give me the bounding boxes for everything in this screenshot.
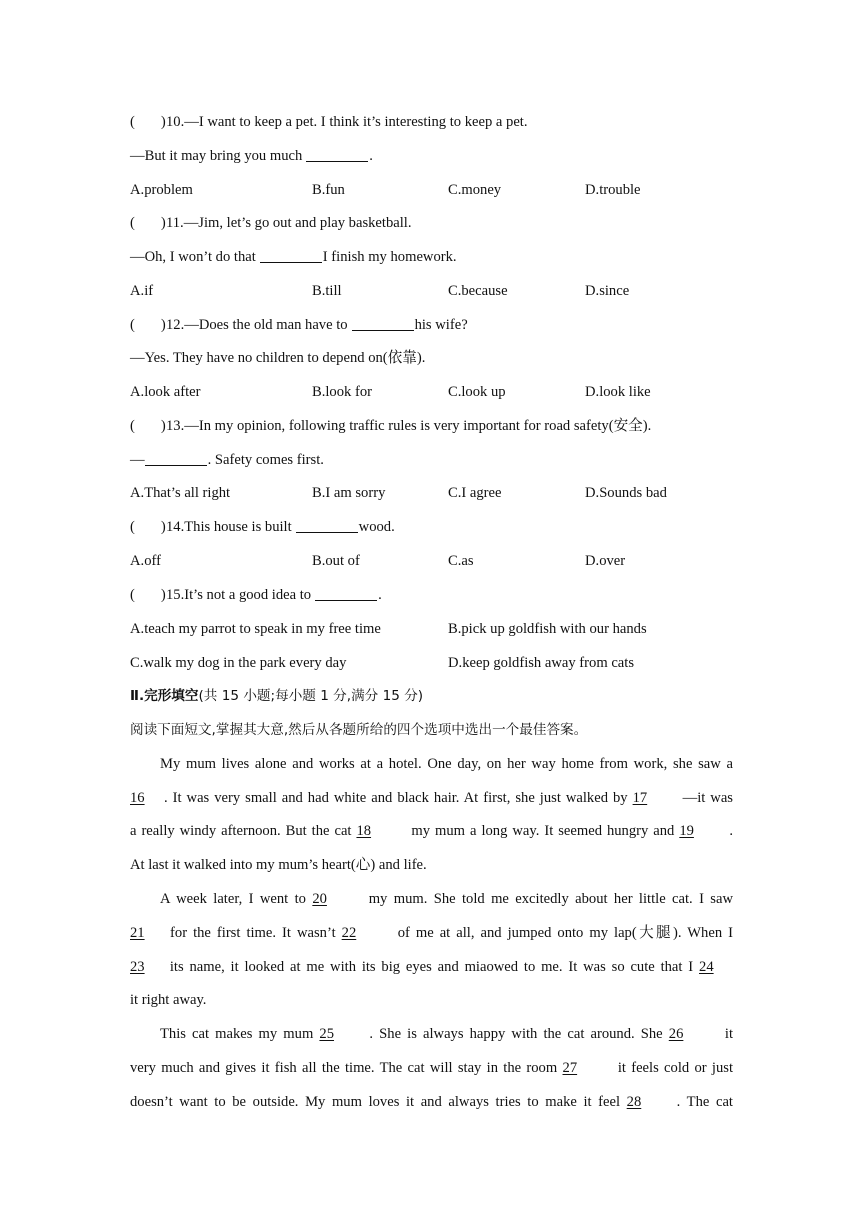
question-11-options xyxy=(130,281,734,301)
answer-blank xyxy=(352,316,414,331)
section-scoring: (共 15 小题;每小题 1 分,满分 15 分) xyxy=(198,688,424,704)
answer-paren[interactable]: ( ) xyxy=(130,317,166,333)
blank-26[interactable]: 26 xyxy=(668,1026,684,1042)
option-c[interactable]: C.as xyxy=(448,553,474,569)
passage-line: At last it walked into my mum’s heart(心) and life. xyxy=(130,857,427,873)
blank-23[interactable]: 23 xyxy=(130,959,145,975)
blank-19[interactable]: 19 xyxy=(679,823,694,839)
blank-28[interactable]: 28 xyxy=(626,1094,642,1110)
question-11-reply: —Oh, I won’t do that I finish my homework. xyxy=(130,249,457,265)
question-10-options xyxy=(130,180,734,200)
option-a[interactable]: A.off xyxy=(130,553,161,569)
section-title: Ⅱ.完形填空 xyxy=(130,688,199,704)
passage-line: 21 for the first time. It wasn’t 22 of me at all, and jumped onto my lap(大腿). When I xyxy=(130,925,733,941)
question-10-stem: ( )10.—I want to keep a pet. I think it’s interesting to keep a pet. xyxy=(130,114,528,130)
section-instruction: 阅读下面短文,掌握其大意,然后从各题所给的四个选项中选出一个最佳答案。 xyxy=(130,722,588,738)
question-13-reply: — . Safety comes first. xyxy=(130,452,324,468)
passage-line: 23 its name, it looked at me with its big eyes and miaowed to me. It was so cute that I 24 xyxy=(130,957,733,977)
option-d[interactable]: D.trouble xyxy=(585,182,641,198)
answer-paren[interactable]: ( ) xyxy=(130,215,166,231)
question-15-options-cd xyxy=(130,653,734,673)
passage-line: a really windy afternoon. But the cat 18 my mum a long way. It seemed hungry and 19 . xyxy=(130,823,733,839)
answer-paren[interactable]: ( ) xyxy=(130,418,166,434)
answer-blank xyxy=(260,248,322,263)
option-b[interactable]: B.out of xyxy=(312,553,360,569)
option-b[interactable]: B.look for xyxy=(312,384,372,400)
passage-line: it right away. xyxy=(130,992,207,1008)
question-11-stem: ( )11.—Jim, let’s go out and play basketball. xyxy=(130,215,412,231)
blank-24[interactable]: 24 xyxy=(699,959,714,975)
option-c[interactable]: C.money xyxy=(448,182,502,198)
option-d[interactable]: D.look like xyxy=(585,384,651,400)
question-10-reply: —But it may bring you much . xyxy=(130,148,373,164)
option-b[interactable]: B.fun xyxy=(312,182,345,198)
section-heading xyxy=(130,686,734,706)
blank-20[interactable]: 20 xyxy=(312,891,327,907)
passage-line: doesn’t want to be outside. My mum loves it and always tries to make it feel 28 . The cat xyxy=(130,1094,733,1110)
blank-16[interactable]: 16 xyxy=(130,790,145,806)
blank-21[interactable]: 21 xyxy=(130,925,145,941)
passage-line: A week later, I went to 20 my mum. She told me excitedly about her little cat. I saw xyxy=(160,891,733,907)
option-c[interactable]: C.look up xyxy=(448,384,506,400)
blank-18[interactable]: 18 xyxy=(356,823,372,839)
passage-line: 16 . It was very small and had white and black hair. At first, she just walked by 17 —it was xyxy=(130,790,733,806)
answer-paren[interactable]: ( ) xyxy=(130,114,166,130)
option-c[interactable]: C.because xyxy=(448,283,508,299)
option-b[interactable]: B.I am sorry xyxy=(312,485,386,501)
option-a[interactable]: A.teach my parrot to speak in my free time xyxy=(130,621,381,637)
option-b[interactable]: B.till xyxy=(312,283,342,299)
option-d[interactable]: D.keep goldfish away from cats xyxy=(448,655,635,671)
question-14-options xyxy=(130,551,734,571)
blank-22[interactable]: 22 xyxy=(341,925,357,941)
option-d[interactable]: D.over xyxy=(585,553,626,569)
passage-line: This cat makes my mum 25 . She is always happy with the cat around. She 26 it xyxy=(160,1026,733,1042)
option-b[interactable]: B.pick up goldfish with our hands xyxy=(448,621,647,637)
blank-27[interactable]: 27 xyxy=(562,1060,578,1076)
passage-line: My mum lives alone and works at a hotel. One day, on her way home from work, she saw a xyxy=(160,756,733,772)
answer-blank xyxy=(296,518,358,533)
answer-blank xyxy=(315,586,377,601)
option-a[interactable]: A.problem xyxy=(130,182,193,198)
question-13-options xyxy=(130,483,734,503)
question-12-options xyxy=(130,382,734,402)
question-14-stem: ( )14.This house is built wood. xyxy=(130,519,395,535)
passage-line: very much and gives it fish all the time. The cat will stay in the room 27 it feels cold or just xyxy=(130,1060,733,1076)
option-c[interactable]: C.walk my dog in the park every day xyxy=(130,655,347,671)
option-a[interactable]: A.if xyxy=(130,283,154,299)
question-13-stem: ( )13.—In my opinion, following traffic rules is very important for road safety(安全). xyxy=(130,418,652,434)
option-a[interactable]: A.That’s all right xyxy=(130,485,231,501)
blank-17[interactable]: 17 xyxy=(632,790,648,806)
option-a[interactable]: A.look after xyxy=(130,384,201,400)
option-d[interactable]: D.Sounds bad xyxy=(585,485,667,501)
blank-25[interactable]: 25 xyxy=(319,1026,335,1042)
question-12-stem: ( )12.—Does the old man have to his wife? xyxy=(130,317,468,333)
question-15-options-ab xyxy=(130,619,734,639)
question-12-reply: —Yes. They have no children to depend on(依靠). xyxy=(130,350,426,366)
question-15-stem: ( )15.It’s not a good idea to . xyxy=(130,587,382,603)
answer-paren[interactable]: ( ) xyxy=(130,587,166,603)
option-c[interactable]: C.I agree xyxy=(448,485,502,501)
answer-paren[interactable]: ( ) xyxy=(130,519,166,535)
answer-blank xyxy=(145,451,207,466)
answer-blank xyxy=(306,147,368,162)
option-d[interactable]: D.since xyxy=(585,283,630,299)
